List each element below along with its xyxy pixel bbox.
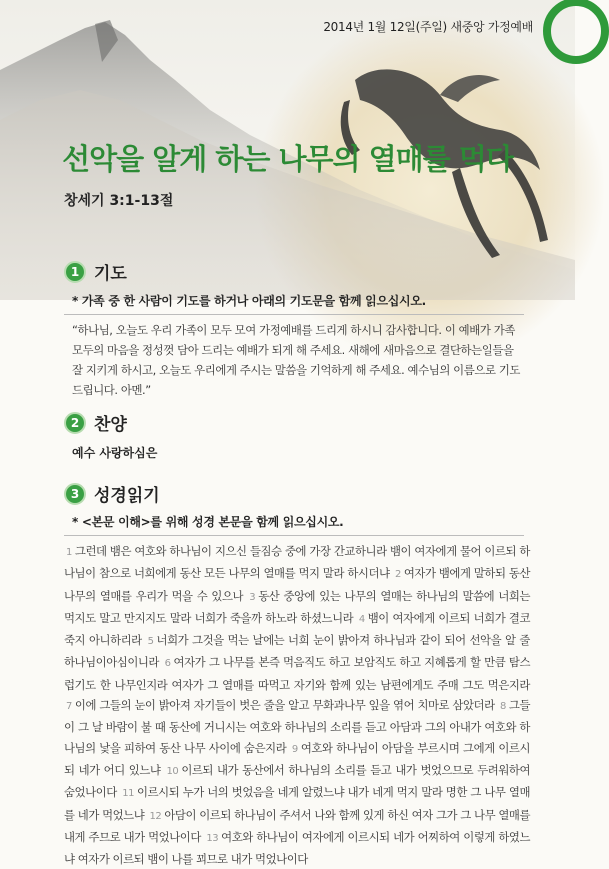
section-title: 찬양 [94,415,127,435]
section-title: 기도 [94,264,127,284]
verse-number: 12 [149,810,162,822]
date-line: 2014년 1월 12일(주일) 새중앙 가정예배 [323,20,533,34]
verse-text: 뱀이 여자에게 이르되 너희가 결코 죽지 아니하리라 [64,610,530,648]
section-number-badge: 2 [64,412,86,434]
verse-text: 여호와 하나님이 여자에게 이르시되 네가 어찌하여 이렇게 하였느냐 여자가 이르되 뱀이 나를 꾀므로 내가 먹었나이다 [64,829,530,867]
divider [64,314,524,315]
verse-number: 9 [291,743,298,755]
verse-number: 6 [164,658,171,670]
section-number-badge: 3 [64,483,86,505]
corner-ring-decoration [543,0,609,64]
section-praise-heading [64,410,127,435]
verse-number: 10 [166,765,179,777]
verse-number: 5 [147,636,154,648]
verse-number: 8 [499,701,506,713]
verse-text: 너희가 그것을 먹는 날에는 너희 눈이 밝아져 하나님과 같이 되어 선악을 알 줄 하나님이아심이니라 [64,633,530,670]
prayer-instruction: * 가족 중 한 사람이 기도를 하거나 아래의 기도문을 함께 읽으십시오. [72,294,426,308]
verse-text: 그런데 뱀은 여호와 하나님이 지으신 들짐승 중에 가장 간교하니라 뱀이 여자에게 물어 이르되 하나님이 참으로 너희에게 동산 모든 나무의 열매를 먹지 말라 하시더냐 [64,544,530,581]
verse-number: 7 [66,701,72,713]
section-number-badge: 1 [64,261,86,283]
verse-number: 2 [394,569,401,581]
verse-number: 1 [66,547,72,558]
verse-number: 11 [122,788,135,800]
verse-text: 여자가 그 나무를 본즉 먹음직도 하고 보암직도 하고 지혜롭게 할 만큼 탐스럽기도 한 나무인지라 여자가 그 열매를 따먹고 자기와 함께 있는 남편에게도 주매 그도 먹은지라 [64,655,530,692]
verse-number: 4 [358,613,365,625]
verse-text: 아담이 이르되 하나님이 주셔서 나와 함께 있게 하신 여자 그가 그 나무 열매를 내게 주므로 내가 먹었나이다 [64,807,530,844]
verse-number: 13 [206,832,219,844]
verse-text: 동산 중앙에 있는 나무의 열매는 하나님의 말씀에 너희는 먹지도 말고 만지지도 말라 너희가 죽을까 하노라 하셨느니라 [64,588,531,625]
verse-text: 이에 그들의 눈이 밝아져 자기들이 벗은 줄을 알고 무화과나무 잎을 엮어 치마로 삼았더라 [74,698,495,713]
section-title: 성경읽기 [94,486,160,506]
section-prayer-heading [64,259,127,284]
divider [64,535,524,536]
page-title: 선악을 알게 하는 나무의 열매를 먹다 [62,142,513,176]
section-bible-reading-heading [64,481,160,506]
reading-instruction: * <본문 이해>를 위해 성경 본문을 함께 읽으십시오. [72,515,344,529]
verse-number: 3 [249,591,256,603]
prayer-text: “하나님, 오늘도 우리 가족이 모두 모여 가정예배를 드리게 하시니 감사합니다. 이 예배가 가족 모두의 마음을 정성껏 담아 드리는 예배가 되게 해 주세요. 새해에 새마음으로 결단하는일들을 잘 지키게 하시고, 오늘도 우리에게 주시는 말씀을 기억하게 해 주세요. 예수님의 이름으로 기도드립니다. 아멘.” [72,323,521,397]
verse-text: 여자가 뱀에게 말하되 동산 나무의 열매를 우리가 먹을 수 있으나 [64,566,530,603]
scripture-reference: 창세기 3:1-13절 [64,193,174,209]
verse-text: 그들이 그 날 바람이 불 때 동산에 거니시는 여호와 하나님의 소리를 듣고 아담과 그의 아내가 여호와 하나님의 낯을 피하여 동산 나무 사이에 숨은지라 [64,698,530,755]
verse-text: 여호와 하나님이 아담을 부르시며 그에게 이르시되 네가 어디 있느냐 [64,740,530,777]
verse-text: 이르시되 누가 너의 벗었음을 네게 알렸느냐 내가 네게 먹지 말라 명한 그 나무 열매를 네가 먹었느냐 [64,785,530,822]
verse-text: 이르되 내가 동산에서 하나님의 소리를 듣고 내가 벗었으므로 두려워하여숨었나이다 [64,762,530,800]
song-title: 예수 사랑하심은 [72,446,158,460]
scripture-text [64,541,530,869]
